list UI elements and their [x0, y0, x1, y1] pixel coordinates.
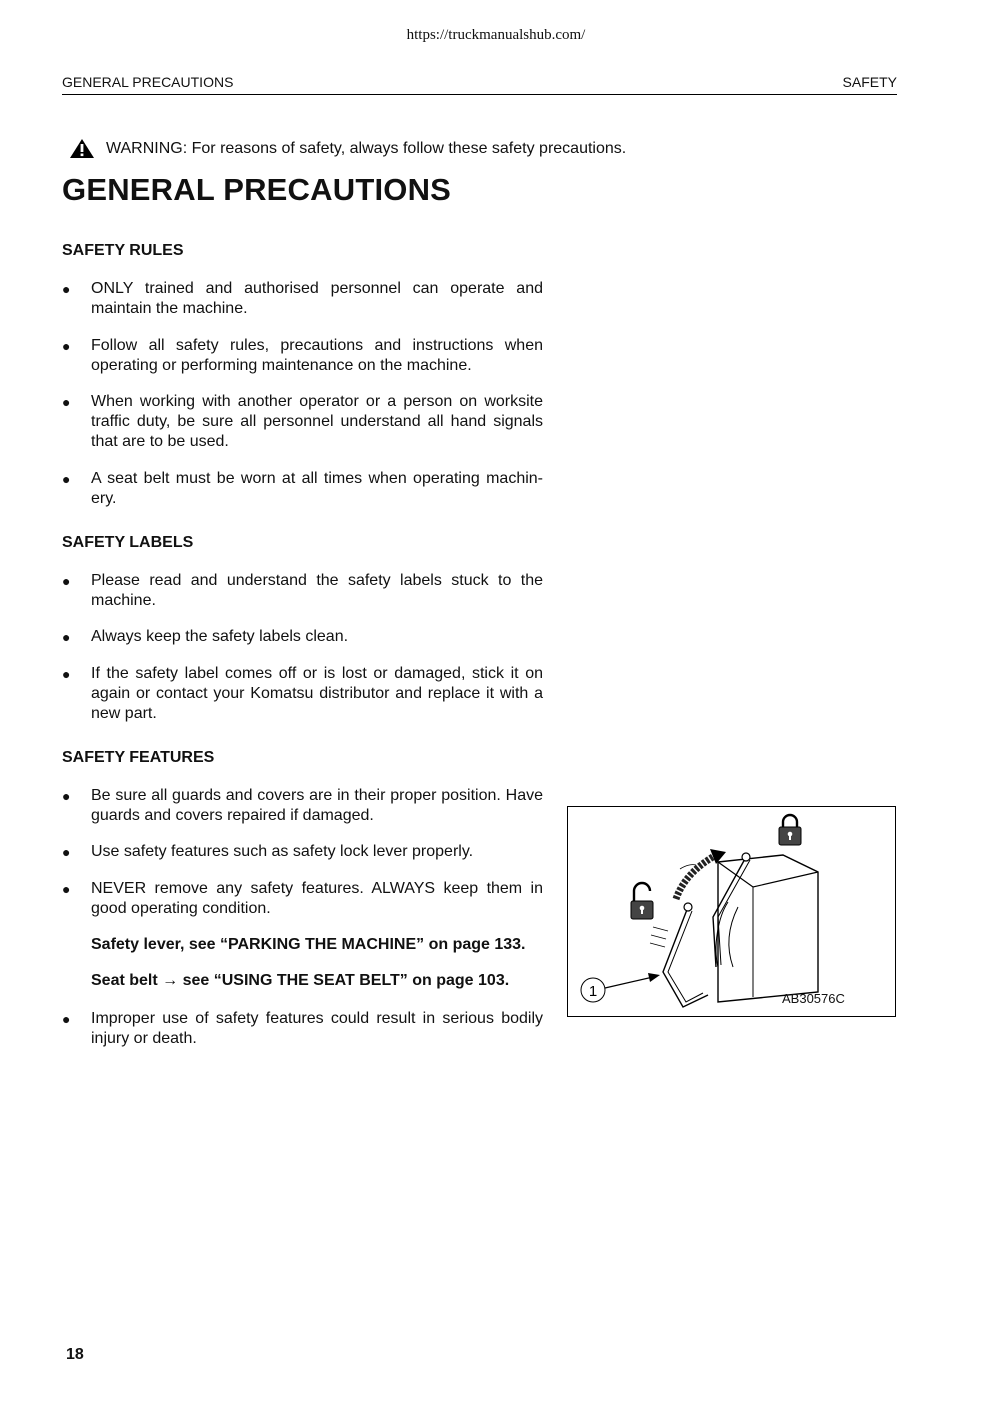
section-heading-features: SAFETY FEATURES — [62, 749, 215, 766]
list-item: ● Use safety features such as safety lock lever properly. — [62, 843, 474, 860]
warning-icon — [70, 139, 94, 158]
bullet: ● — [62, 471, 71, 487]
header-left: GENERAL PRECAUTIONS — [62, 74, 234, 90]
bullet: ● — [62, 281, 71, 297]
bullet: ● — [62, 788, 71, 804]
bullet: ● — [62, 629, 71, 645]
list-item: ● A seat belt must be worn at all times when operating machin-ery. — [62, 470, 543, 507]
header-right: SAFETY — [842, 74, 897, 90]
reference-seat-belt[interactable]: Seat belt → see “USING THE SEAT BELT” on page 103. — [91, 972, 510, 989]
section-heading-labels: SAFETY LABELS — [62, 534, 194, 551]
section-heading-rules: SAFETY RULES — [62, 242, 184, 259]
list-item: ● Follow all safety rules, precautions and instructions when operating or performing maintenance on the machine. — [62, 337, 543, 374]
source-url[interactable]: https://truckmanualshub.com/ — [406, 27, 586, 43]
bullet: ● — [62, 1011, 71, 1027]
page-title: GENERAL PRECAUTIONS — [62, 172, 452, 207]
running-header — [62, 74, 897, 95]
warning-text: WARNING: For reasons of safety, always follow these safety precautions. — [106, 139, 627, 157]
warning-line — [70, 139, 626, 158]
lock-open-icon — [631, 883, 653, 919]
safety-lever-illustration — [568, 807, 894, 1015]
bullet: ● — [62, 666, 71, 682]
list-item: ● Improper use of safety features could result in serious bodily injury or death. — [62, 1010, 543, 1047]
list-item: ● If the safety label comes off or is lost or damaged, stick it on again or contact your Komatsu distributor and replace it with a new part. — [62, 665, 543, 722]
list-item: ● Be sure all guards and covers are in their proper position. Have guards and covers repaired if damaged. — [62, 787, 543, 824]
list-item: ● NEVER remove any safety features. ALWAYS keep them in good operating condition. — [62, 880, 543, 917]
list-item: ● When working with another operator or a person on worksite traffic duty, be sure all personnel understand all hand signals that are to be used. — [62, 393, 543, 450]
bullet: ● — [62, 394, 71, 410]
list-item: ● ONLY trained and authorised personnel can operate and maintain the machine. — [62, 280, 543, 317]
bullet: ● — [62, 881, 71, 897]
figure-code: AB30576C — [782, 991, 845, 1006]
list-item: ● Always keep the safety labels clean. — [62, 628, 349, 645]
page-number: 18 — [66, 1346, 84, 1363]
reference-safety-lever[interactable]: Safety lever, see “PARKING THE MACHINE” on page 133. — [91, 936, 526, 953]
bullet: ● — [62, 338, 71, 354]
lock-closed-icon — [779, 815, 801, 845]
list-item: ● Please read and understand the safety labels stuck to the machine. — [62, 572, 543, 609]
safety-lever-figure — [567, 806, 896, 1017]
bullet: ● — [62, 573, 71, 589]
callout-number: 1 — [588, 983, 598, 1000]
bullet: ● — [62, 844, 71, 860]
